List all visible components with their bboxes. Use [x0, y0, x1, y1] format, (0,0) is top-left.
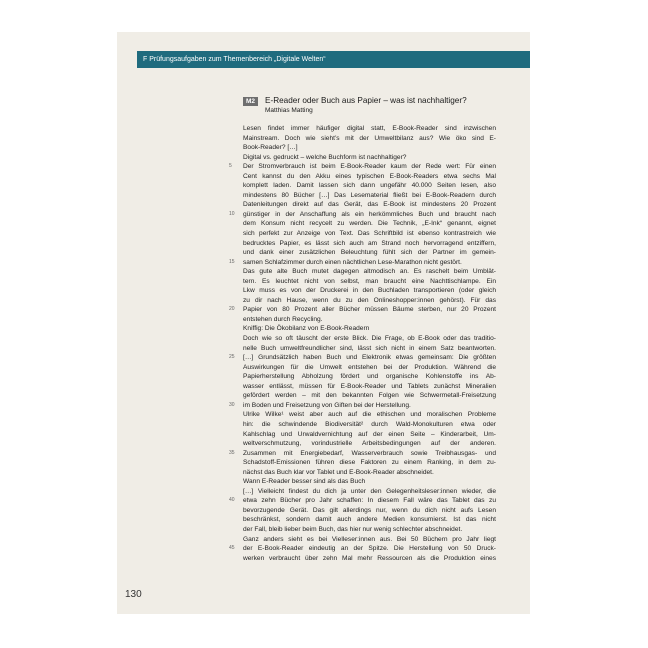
line-text: der E-Book-Reader eindeutig an der Spitze. Die Herstellung von 50 Druck- [243, 545, 496, 553]
page-number: 130 [125, 589, 142, 600]
line-number: 10 [229, 210, 235, 217]
line-text: wasser entlässt, müssen für E-Book-Reader und Tablets zunächst Mineralien [243, 382, 496, 390]
text-line [243, 200, 496, 210]
text-line [243, 277, 496, 287]
line-text: Kniffig: Die Ökobilanz von E-Book-Readern [243, 325, 370, 333]
line-number: 15 [229, 258, 235, 265]
line-text: Mainstream. Doch wie sieht’s mit der Umweltbilanz aus? Wie öko sind E- [243, 134, 496, 142]
text-line [243, 143, 496, 153]
line-text: Lesen findet immer häufiger digital statt, E-Book-Reader sind inzwischen [243, 125, 496, 132]
line-text: Book-Reader? […] [243, 144, 298, 152]
text-line [243, 172, 496, 182]
chapter-header-text: F Prüfungsaufgaben zum Themenbereich „Digitale Welten“ [143, 56, 326, 63]
line-text: hin: die schwindende Biodiversität² durch Wald-Monokulturen etwa oder [243, 420, 496, 428]
line-text: gefördert werden – mit den bekannten Folgen wie Schwermetall-Freisetzung [243, 392, 496, 400]
text-line [243, 487, 496, 497]
text-line [229, 258, 496, 268]
line-text: Ganz anders sieht es bei Vielleser:innen aus. Bei 50 Büchern pro Jahr liegt [243, 535, 496, 543]
line-text: Ulrike Wilke¹ weist aber auch auf die ethischen und moralischen Probleme [243, 411, 496, 419]
line-text: […] Grundsätzlich haben Buch und Elektronik etwas gemeinsam: Die größten [243, 354, 496, 362]
line-text: Papierherstellung Abholzung fördert und organische Kohlenstoffe ins Ab- [243, 373, 496, 381]
text-line [243, 535, 496, 545]
text-line [243, 420, 496, 430]
text-line [229, 353, 496, 363]
text-line [243, 219, 496, 229]
text-line [243, 458, 496, 468]
line-text: etwa zehn Bücher pro Jahr schaffen: In diesem Fall wäre das Tablet das zu [243, 497, 496, 505]
line-number: 45 [229, 545, 235, 552]
chapter-header-bar [137, 51, 530, 68]
text-line [229, 496, 496, 506]
text-line [243, 334, 496, 344]
text-line [229, 305, 496, 315]
line-text: zu dir nach Hause, wenn du zu den Onlineshopper:innen gehörst). Für das [243, 296, 496, 304]
text-line [243, 363, 496, 373]
line-number: 30 [229, 401, 235, 408]
line-text: Das gute alte Buch mutet dagegen altmodisch an. Es raschelt beim Umblät- [243, 268, 496, 276]
text-line [229, 544, 496, 554]
text-line [243, 191, 496, 201]
line-text: tern. Es leuchtet nicht von selbst, man braucht eine Nachttischlampe. Ein [243, 277, 496, 285]
line-text: beschränkst, sondern damit auch andere Medien konsumierst. Ist das nicht [243, 516, 496, 524]
text-line [243, 181, 496, 191]
line-number: 25 [229, 354, 235, 361]
text-line [243, 134, 496, 144]
line-text: Der Stromverbrauch ist beim E-Book-Reader kaum der Rede wert: Für einen [243, 163, 496, 171]
text-line [243, 468, 496, 478]
text-line [243, 315, 496, 325]
line-text: Wann E-Reader besser sind als das Buch [243, 478, 366, 486]
text-line [243, 286, 496, 296]
line-text: günstiger in der Anschaffung als ein herkömmliches Buch und braucht nach [243, 210, 496, 218]
line-text: […] Vielleicht findest du dich ja unter den Gelegenheitsleser:innen wieder, die [243, 487, 496, 495]
text-line [243, 439, 496, 449]
line-text: samen Schlafzimmer durch einen nächtlichen Lese-Marathon nicht gestört. [243, 258, 462, 266]
text-line [243, 515, 496, 525]
text-line [243, 296, 496, 306]
material-tag: M2 [243, 97, 258, 106]
text-line [229, 162, 496, 172]
text-line [243, 229, 496, 239]
line-text: Lkw muss es von der Druckerei in den Buchladen transportieren (oder gleich [243, 287, 496, 295]
text-line [243, 267, 496, 277]
text-line [243, 430, 496, 440]
article-title: E-Reader oder Buch aus Papier – was ist nachhaltiger? [265, 96, 467, 105]
text-line [229, 401, 496, 411]
article-body [229, 124, 496, 563]
text-line [243, 124, 496, 134]
text-line [243, 248, 496, 258]
text-line [243, 382, 496, 392]
line-text: nelle Buch umweltfreundlicher sind, lässt sich nicht in einem Satz beantworten. [243, 344, 496, 352]
text-line [243, 410, 496, 420]
line-text: Datenleitungen direkt auf das Gerät, das E-Book ist mindestens 20 Prozent [243, 201, 496, 209]
line-text: Papier von 80 Prozent aller Bücher müssen Bäume sterben, nur 20 Prozent [243, 306, 496, 314]
line-text: nächst das Buch klar vor Tablet und E-Book-Reader abschneidet. [243, 468, 434, 476]
line-text: bevorzugende Gerät. Das gilt allerdings nur, wenn du dich nicht aufs Lesen [243, 506, 496, 514]
line-text: sich perfekt zur Anzeige von Text. Das Schriftbild ist ebenso kontrastreich wie [243, 230, 496, 238]
text-line [243, 525, 496, 535]
line-text: werken verbraucht über zehn Mal mehr Ressourcen als die Produktion eines [243, 554, 496, 562]
text-line [243, 153, 496, 163]
line-text: Schadstoff-Emissionen führen diese Faktoren zu einem Ranking, in dem zu- [243, 459, 496, 467]
line-text: dem Konsum nicht recycelt zu werden. Die Technik, „E-Ink“ genannt, eignet [243, 220, 496, 228]
line-text: Doch wie so oft täuscht der erste Blick. Die Frage, ob E-Book oder das traditio- [243, 335, 496, 343]
text-line [243, 239, 496, 249]
text-line [243, 372, 496, 382]
line-text: Kahlschlag und Urwaldvernichtung auf der einen Seite – Kinderarbeit, Um- [243, 430, 496, 438]
line-text: entstehen durch Recycling. [243, 315, 323, 323]
line-text: komplett laden. Damit lassen sich dann ungefähr 40.000 Seiten lesen, also [243, 182, 496, 190]
line-text: weltverschmutzung, vorindustrielle Arbeitsbedingungen auf der anderen. [243, 440, 496, 448]
line-text: mindestens 80 Bücher […] Das Lesematerial fließt bei E-Book-Readern durch [243, 191, 496, 199]
line-text: und dank einer zusätzlichen Beleuchtung fühlt sich der Partner im gemein- [243, 249, 496, 257]
line-number: 20 [229, 306, 235, 313]
line-text: Digital vs. gedruckt – welche Buchform ist nachhaltiger? [243, 153, 407, 161]
line-text: bedrucktes Papier, es lässt sich auch am Strand noch hervorragend entziffern, [243, 239, 496, 247]
line-text: im Boden und Freisetzung von Giften bei der Herstellung. [243, 401, 411, 409]
line-number: 5 [229, 163, 232, 170]
line-number: 40 [229, 497, 235, 504]
text-line [243, 391, 496, 401]
text-line [229, 449, 496, 459]
article-author: Matthias Matting [265, 107, 313, 114]
text-line [229, 210, 496, 220]
line-number: 35 [229, 449, 235, 456]
line-text: Auswirkungen für die Umwelt entstehen bei der Produktion. Während die [243, 363, 496, 371]
text-line [243, 554, 496, 564]
text-line [243, 506, 496, 516]
line-text: Zusammen mit Energiebedarf, Wasserverbrauch sowie Treibhausgas- und [243, 449, 496, 457]
text-line [243, 324, 496, 334]
text-line [243, 477, 496, 487]
text-line [243, 344, 496, 354]
line-text: Cent kannst du den Akku eines typischen E-Book-Readers etwa sechs Mal [243, 172, 496, 180]
line-text: der Fall, bleib lieber beim Buch, das hier nur wenig schlechter abschneidet. [243, 525, 463, 533]
